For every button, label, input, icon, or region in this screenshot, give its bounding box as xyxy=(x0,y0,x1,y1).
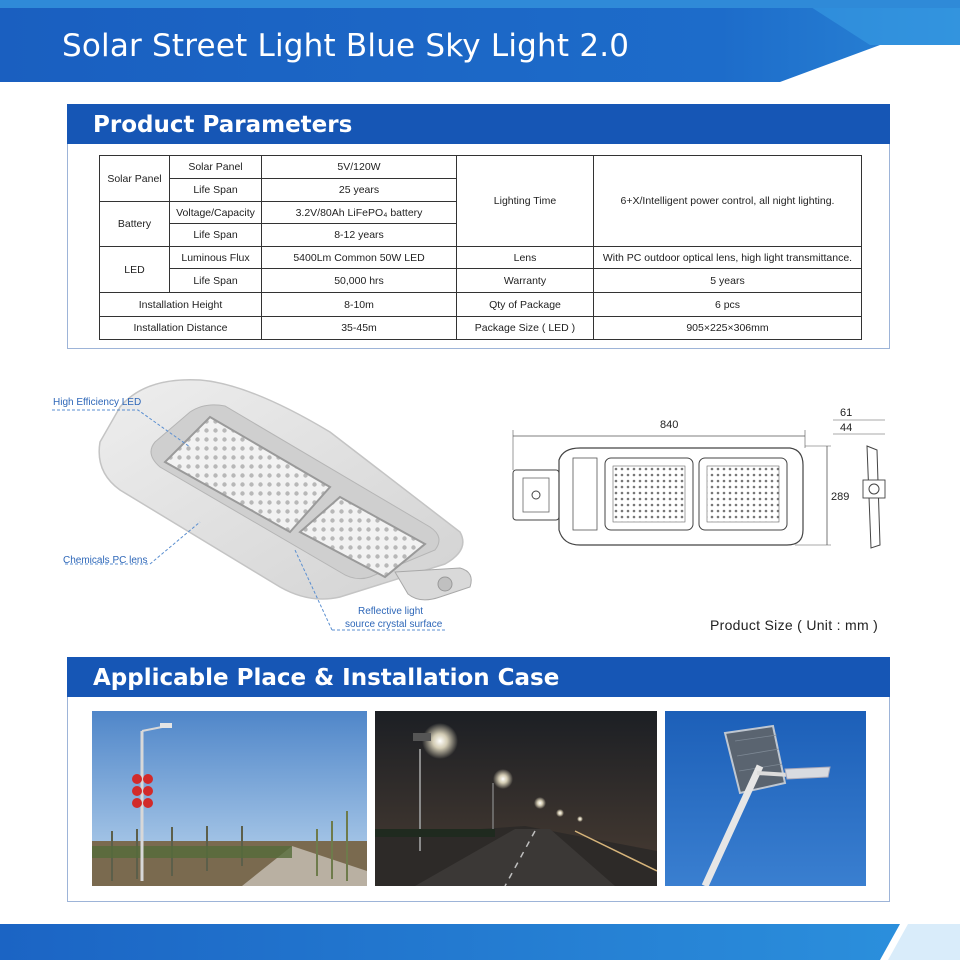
label-lens: Lens xyxy=(457,247,594,269)
parameters-section-bar xyxy=(67,104,890,144)
table-row xyxy=(100,293,862,317)
value-package-size: 905×225×306mm xyxy=(594,317,862,340)
dim-depth-1: 61 xyxy=(840,407,853,419)
technical-drawing xyxy=(505,400,905,560)
callout-lens: Chemicals PC lens xyxy=(63,555,148,566)
parameters-table xyxy=(99,155,862,340)
lamp-graphic xyxy=(40,372,520,642)
label-package-size: Package Size ( LED ) xyxy=(457,317,594,340)
table-row xyxy=(100,156,862,179)
label-qty: Qty of Package xyxy=(457,293,594,317)
value-luminous-flux: 5400Lm Common 50W LED xyxy=(262,247,457,269)
value-qty: 6 pcs xyxy=(594,293,862,317)
label-solar-panel: Solar Panel xyxy=(170,156,262,179)
callout-reflective-2: source crystal surface xyxy=(345,619,443,630)
photo-day-road xyxy=(92,711,367,886)
label-install-distance: Installation Distance xyxy=(100,317,262,340)
page-title: Solar Street Light Blue Sky Light 2.0 xyxy=(62,28,630,64)
header-banner xyxy=(0,0,960,82)
value-solar-panel: 5V/120W xyxy=(262,156,457,179)
value-lighting-time: 6+X/Intelligent power control, all night lighting. xyxy=(594,156,862,247)
table-row xyxy=(100,317,862,340)
dim-depth-2: 44 xyxy=(840,422,853,434)
value-lens: With PC outdoor optical lens, high light transmittance. xyxy=(594,247,862,269)
callout-reflective-1: Reflective light xyxy=(358,606,424,617)
callout-led: High Efficiency LED xyxy=(53,397,142,408)
dim-length: 840 xyxy=(660,419,679,431)
label-battery-life: Life Span xyxy=(170,224,262,247)
label-warranty: Warranty xyxy=(457,269,594,293)
value-warranty: 5 years xyxy=(594,269,862,293)
value-solar-life: 25 years xyxy=(262,179,457,202)
value-install-height: 8-10m xyxy=(262,293,457,317)
value-led-life: 50,000 hrs xyxy=(262,269,457,293)
value-battery-life: 8-12 years xyxy=(262,224,457,247)
group-led: LED xyxy=(100,247,170,293)
table-row xyxy=(100,269,862,293)
label-battery-capacity: Voltage/Capacity xyxy=(170,202,262,224)
group-solar-panel: Solar Panel xyxy=(100,156,170,202)
applicable-section-bar xyxy=(67,657,890,697)
footer-banner xyxy=(0,924,960,960)
label-luminous-flux: Luminous Flux xyxy=(170,247,262,269)
label-led-life: Life Span xyxy=(170,269,262,293)
footer-banner-graphic xyxy=(0,924,960,960)
group-battery: Battery xyxy=(100,202,170,247)
value-battery-capacity: 3.2V/80Ah LiFePO₄ battery xyxy=(262,202,457,224)
table-row xyxy=(100,247,862,269)
parameters-section-title: Product Parameters xyxy=(93,112,353,138)
product-size-caption: Product Size ( Unit : mm ) xyxy=(710,617,879,633)
value-install-distance: 35-45m xyxy=(262,317,457,340)
label-install-height: Installation Height xyxy=(100,293,262,317)
label-lighting-time: Lighting Time xyxy=(457,156,594,247)
lamp-illustration xyxy=(40,372,520,642)
photo-pole-closeup xyxy=(665,711,866,886)
dim-width: 289 xyxy=(831,491,850,503)
applicable-section-title: Applicable Place & Installation Case xyxy=(93,665,560,691)
label-solar-life: Life Span xyxy=(170,179,262,202)
photo-night-road xyxy=(375,711,657,886)
